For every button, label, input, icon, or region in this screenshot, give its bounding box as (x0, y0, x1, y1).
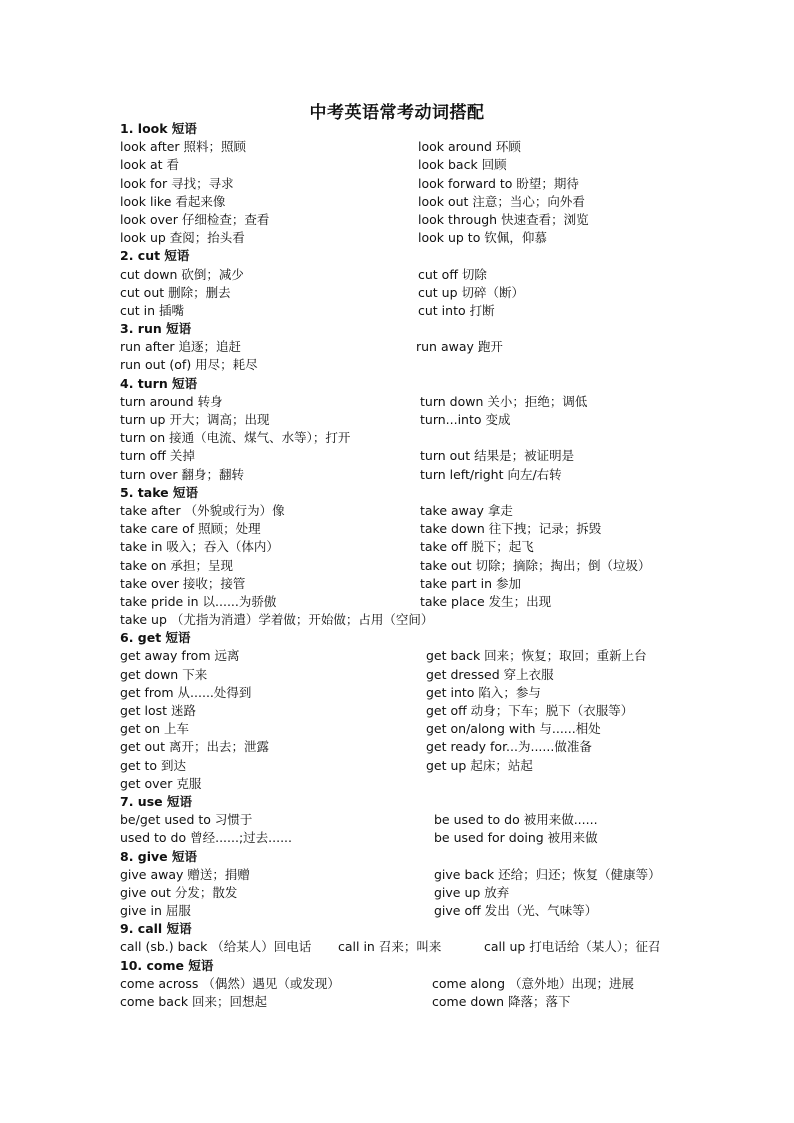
phrase-row (120, 993, 720, 1011)
phrase-row (120, 502, 720, 520)
phrase-left: call (sb.) back （给某人）回电话 (120, 939, 312, 955)
phrase-right: look back 回顾 (418, 157, 507, 173)
phrase-left: turn off 关掉 (120, 448, 195, 464)
section-heading: 8. give 短语 (120, 848, 198, 864)
phrase-left: take in 吸入；吞入（体内） (120, 539, 279, 555)
phrase-left: cut in 插嘴 (120, 302, 185, 318)
phrase-right: take off 脱下；起飞 (420, 539, 534, 555)
phrase-right: take part in 参加 (420, 575, 521, 591)
phrase-row (120, 702, 720, 720)
phrase-left: take pride in 以......为骄傲 (120, 593, 277, 609)
phrase-left: look at 看 (120, 157, 180, 173)
phrase-left: turn up 开大；调高；出现 (120, 412, 270, 427)
phrase-right: look up to 钦佩，仰慕 (418, 230, 547, 246)
phrase-row (120, 557, 720, 575)
phrase-row (120, 666, 720, 684)
section-heading: 1. look 短语 (120, 121, 197, 136)
section-heading: 6. get 短语 (120, 630, 191, 646)
phrase-left: get from 从......处得到 (120, 684, 252, 700)
phrase-left: get to 到达 (120, 757, 187, 773)
phrase-right: turn left/right 向左/右转 (420, 466, 562, 482)
phrase-row (120, 611, 720, 629)
phrase-row (120, 229, 720, 247)
phrase-right: come along （意外地）出现；进展 (432, 975, 634, 991)
phrase-left: look over 仔细检查；查看 (120, 211, 270, 227)
phrase-right: get up 起床；站起 (426, 757, 533, 773)
phrase-row (120, 302, 720, 320)
phrase-right: take away 拿走 (420, 502, 513, 518)
phrase-row (120, 411, 720, 429)
phrase-right: take place 发生；出现 (420, 593, 552, 609)
phrase-right: get on/along with 与......相处 (426, 721, 601, 737)
phrase-row (120, 938, 720, 956)
phrase-right: look out 注意；当心；向外看 (418, 193, 585, 209)
phrase-left: cut down 砍倒；减少 (120, 266, 244, 282)
phrase-row (120, 647, 720, 665)
phrase-left: get out 离开；出去；泄露 (120, 739, 269, 755)
phrase-row (120, 520, 720, 538)
phrase-left: look after 照料；照顾 (120, 139, 247, 155)
section-heading: 7. use 短语 (120, 793, 192, 809)
phrase-right: look through 快速查看；浏览 (418, 211, 589, 227)
phrase-left: be/get used to 习惯于 (120, 812, 253, 828)
phrase-left: give away 赠送；捐赠 (120, 866, 250, 882)
phrase-right: give up 放弃 (434, 884, 510, 900)
page-title: 中考英语常考动词搭配 (309, 103, 485, 123)
phrase-row (120, 975, 720, 993)
phrase-right: turn...into 变成 (420, 412, 511, 427)
phrase-right: come down 降落；落下 (432, 994, 571, 1009)
phrase-right: take down 往下拽；记录；拆毁 (420, 521, 602, 537)
phrase-left: get on 上车 (120, 721, 190, 737)
phrase-left: used to do 曾经......;过去...... (120, 830, 293, 846)
phrase-left: get away from 远离 (120, 648, 240, 664)
phrase-row (120, 193, 720, 211)
phrase-row (120, 447, 720, 465)
phrase-row (120, 866, 720, 884)
phrase-left: turn around 转身 (120, 393, 223, 409)
phrase-left: run out (of) 用尽；耗尽 (120, 357, 258, 373)
phrase-row (120, 593, 720, 611)
phrase-row (120, 829, 720, 847)
phrase-left: get over 克服 (120, 775, 202, 791)
phrase-right: look forward to 盼望；期待 (418, 175, 579, 191)
phrase-right: cut up 切碎（断） (418, 284, 524, 300)
phrase-right: give off 发出（光、气味等） (434, 903, 598, 919)
phrase-right: run away 跑开 (416, 339, 503, 355)
phrase-left: take over 接收；接管 (120, 575, 246, 591)
phrase-right: get back 回来；恢复；取回；重新上台 (426, 648, 647, 664)
phrase-left: take care of 照顾；处理 (120, 521, 261, 537)
phrase-row (120, 138, 720, 156)
phrase-left: take up （尤指为消遣）学着做；开始做；占用（空间） (120, 612, 434, 628)
phrase-row (120, 356, 720, 374)
phrase-right: get off 动身；下车；脱下（衣服等） (426, 703, 634, 718)
phrase-left: look up 查阅；抬头看 (120, 230, 245, 246)
phrase-row (120, 393, 720, 411)
phrase-row (120, 266, 720, 284)
phrase-left: look like 看起来像 (120, 193, 226, 209)
phrase-right: cut off 切除 (418, 266, 487, 282)
phrase-right: turn out 结果是；被证明是 (420, 448, 575, 464)
phrase-row (120, 757, 720, 775)
phrase-left: turn on 接通（电流、煤气、水等）；打开 (120, 430, 351, 446)
phrase-row (120, 156, 720, 174)
phrase-left: look for 寻找；寻求 (120, 175, 234, 191)
section-heading: 3. run 短语 (120, 321, 192, 337)
section-heading: 10. come 短语 (120, 957, 214, 973)
phrase-right: look around 环顾 (418, 139, 521, 155)
phrase-left: cut out 删除；删去 (120, 284, 231, 300)
phrase-left: get down 下来 (120, 666, 208, 682)
phrase-right: turn down 关小；拒绝；调低 (420, 393, 588, 409)
phrase-list (120, 120, 720, 1011)
section-heading: 2. cut 短语 (120, 248, 190, 264)
phrase-left: get lost 迷路 (120, 703, 197, 718)
phrase-right: give back 还给；归还；恢复（健康等） (434, 866, 661, 882)
phrase-left: give out 分发；散发 (120, 884, 238, 900)
phrase-row (120, 902, 720, 920)
phrase-right: cut into 打断 (418, 302, 495, 318)
phrase-left: run after 追逐；追赶 (120, 339, 242, 355)
phrase-left: take on 承担；呈现 (120, 557, 234, 573)
phrase-row (120, 175, 720, 193)
phrase-right: be used to do 被用来做...... (434, 812, 598, 828)
section-heading: 4. turn 短语 (120, 375, 198, 391)
phrase-left: come across （偶然）遇见（或发现） (120, 975, 340, 991)
phrase-row (120, 738, 720, 756)
phrase-row (120, 338, 720, 356)
section-heading: 5. take 短语 (120, 484, 199, 500)
phrase-row (120, 211, 720, 229)
phrase-row (120, 775, 720, 793)
phrase-left: come back 回来；回想起 (120, 994, 268, 1009)
phrase-row (120, 884, 720, 902)
phrase-right: take out 切除；摘除；掏出；倒（垃圾） (420, 557, 651, 573)
phrase-right: get into 陷入；参与 (426, 684, 541, 700)
phrase-left: turn over 翻身；翻转 (120, 466, 244, 482)
phrase-left: take after （外貌或行为）像 (120, 502, 285, 518)
phrase-right: be used for doing 被用来做 (434, 830, 598, 846)
phrase-left: give in 屈服 (120, 903, 191, 919)
phrase-row (120, 684, 720, 702)
phrase-row (120, 284, 720, 302)
section-heading: 9. call 短语 (120, 921, 192, 937)
phrase-row (120, 720, 720, 738)
phrase-row (120, 811, 720, 829)
phrase-middle: call in 召来；叫来 (338, 939, 442, 955)
phrase-right: get ready for...为......做准备 (426, 739, 592, 755)
phrase-right: get dressed 穿上衣服 (426, 666, 554, 682)
phrase-row (120, 538, 720, 556)
phrase-row (120, 575, 720, 593)
phrase-row (120, 429, 720, 447)
phrase-row (120, 466, 720, 484)
phrase-right: call up 打电话给（某人）；征召 (484, 939, 661, 955)
